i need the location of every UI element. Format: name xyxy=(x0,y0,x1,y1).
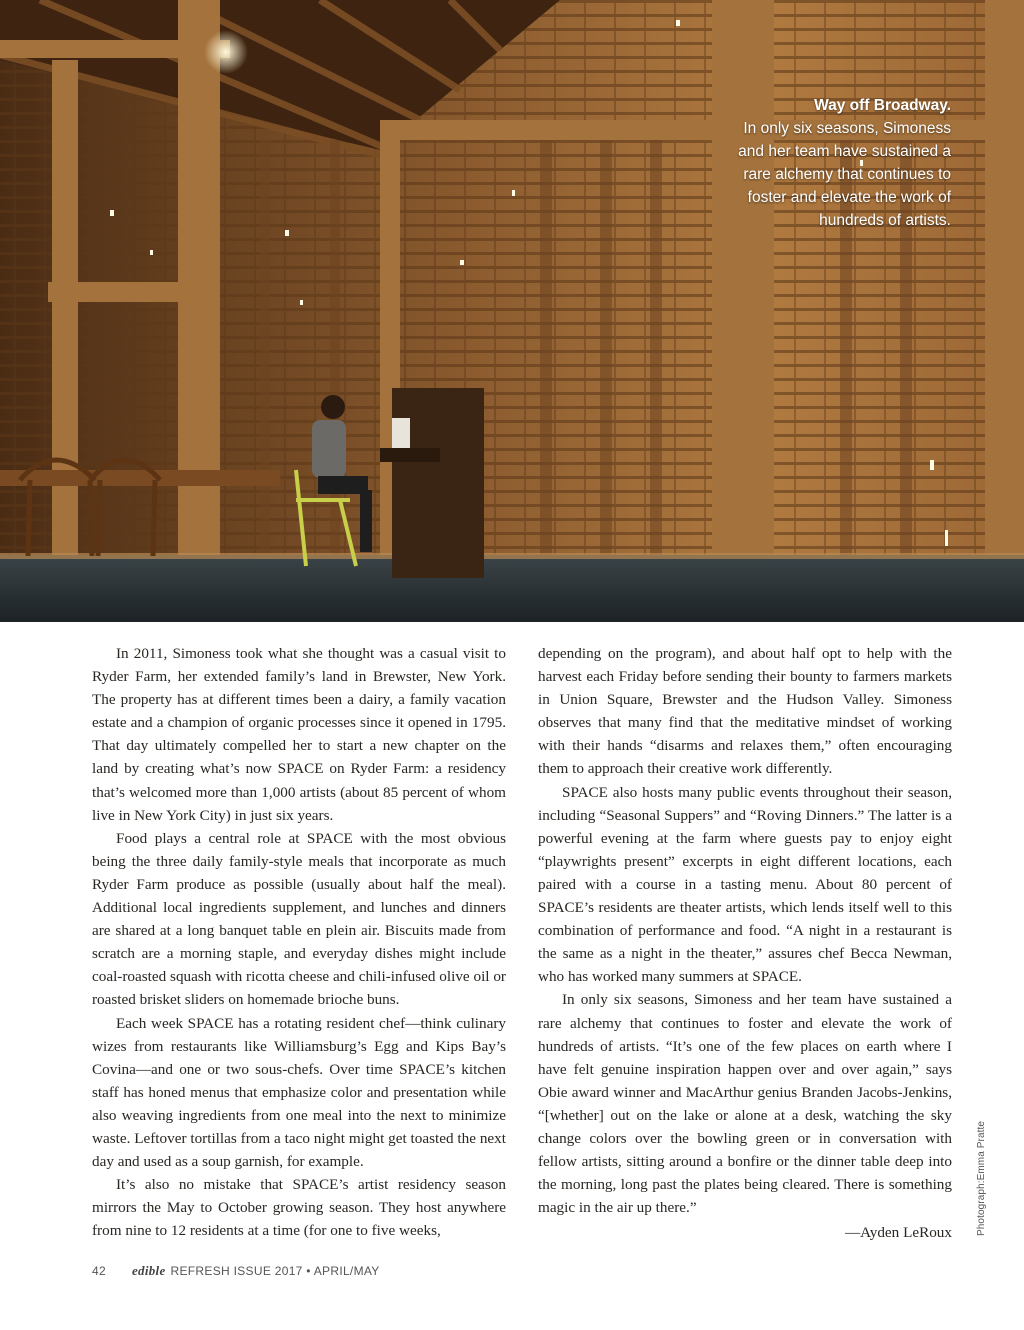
issue-label: REFRESH ISSUE 2017 • APRIL/MAY xyxy=(170,1264,380,1278)
caption-title: Way off Broadway. xyxy=(814,97,951,114)
page-number: 42 xyxy=(92,1264,106,1278)
magazine-brand: edible xyxy=(131,1263,166,1278)
paragraph: SPACE also hosts many public events throughout their season, including “Seasonal Suppers” and “Roving Dinners.” The latter is a powerful evening at the farm where guests pay to enjoy eight “playwrights present” excerpts in eight different locations, each paired with a course in a tasting menu. About 80 percent of SPACE’s residents are theater artists, which lends itself well to this combination of performance and food. “A night in a restaurant is the same as a night in the theater,” assures chef Becca Newman, who has worked many summers at SPACE. xyxy=(538,783,952,986)
barn-photo xyxy=(0,0,1024,622)
paragraph: It’s also no mistake that SPACE’s artist residency season mirrors the May to October growing season. They host anywhere from nine to 12 residents at a time (for one to five weeks, xyxy=(92,1176,506,1240)
paragraph: Each week SPACE has a rotating resident chef—think culinary wizes from restaurants like Williamsburg’s Egg and Kips Bay’s Covina—and one or two sous-chefs. Over time SPACE’s kitchen staff has honed menus that emphasize color and presentation while also weaving ingredients from one meal into the next to minimize waste. Leftover tortillas from a taco night might get toasted the next day and used as a soup garnish, for example. xyxy=(92,1014,506,1171)
photo-caption xyxy=(721,94,951,232)
photo-credit: Photograph:Emma Pratte xyxy=(976,1120,987,1236)
paragraph: Food plays a central role at SPACE with the most obvious being the three daily family-style meals that incorporate as much Ryder Farm produce as possible (usually about half the meal). Additional local ingredients supplement, and lunches and dinners are shared at a long banquet table en plein air. Biscuits made from scratch are a morning staple, and everyday dishes might include coal-roasted squash with ricotta cheese and chili-infused olive oil or roasted brisket sliders on homemade brioche buns. xyxy=(92,829,506,1009)
author-byline: —Ayden LeRoux xyxy=(844,1224,952,1242)
paragraph-continued: depending on the program), and about half opt to help with the harvest each Friday before sending their bounty to farmers markets in Union Square, Brewster and the Hudson Valley. Simoness observes that many find that the meditative mindset of working with their hands “disarms and relaxes them,” often encouraging them to approach their creative work differently. xyxy=(538,645,952,778)
paragraph: In only six seasons, Simoness and her team have sustained a rare alchemy that continues to foster and elevate the work of hundreds of artists. “It’s one of the few places on earth where I have felt genuine inspiration happen over and over again,” says Obie award winner and MacArthur genius Branden Jacobs-Jenkins, “[whether] out on the lake or alone at a desk, watching the sky change colors over the bowling green or in conversation with fellow artists, sitting around a bonfire or the dinner table deep into the morning, long past the plates being cleared. There is something magic in the air up there.” xyxy=(538,991,952,1217)
article-column-left xyxy=(92,642,506,1244)
article-column-right xyxy=(538,642,952,1244)
paragraph: In 2011, Simoness took what she thought was a casual visit to Ryder Farm, her extended family’s land in Brewster, New York. The property has at different times been a dairy, a family vacation estate and a champion of organic processes since it opened in 1795. That day ultimately compelled her to start a new chapter on the land by creating what’s now SPACE on Ryder Farm: a residency that’s welcomed more than 1,000 artists (about 85 percent of whom live in New York City) in just six years. xyxy=(92,645,506,824)
caption-body: In only six seasons, Simoness and her team have sustained a rare alchemy that continues to foster and elevate the work of hundreds of artists. xyxy=(738,120,951,229)
page-footer xyxy=(92,1263,380,1279)
article-body xyxy=(92,642,952,1244)
